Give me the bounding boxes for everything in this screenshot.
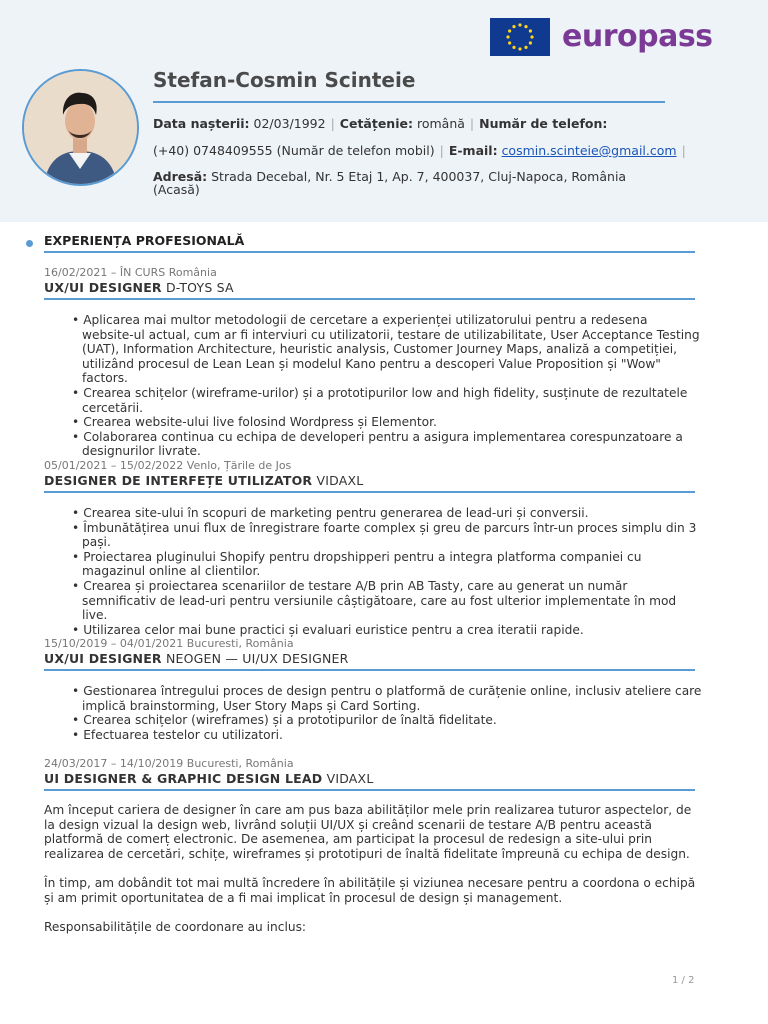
job-company: NEOGEN — UI/UX DESIGNER bbox=[165, 651, 349, 666]
page-number: 1 / 2 bbox=[672, 975, 695, 986]
list-item: • Crearea schițelor (wireframe-urilor) și a prototipurilor low and high fidelity, susținute de rezultatele cercetării. bbox=[62, 386, 702, 415]
phone-label: Număr de telefon: bbox=[479, 116, 608, 131]
contact-info-line bbox=[153, 143, 691, 158]
job-role: UI DESIGNER & GRAPHIC DESIGN LEAD bbox=[44, 771, 323, 786]
birth-value: 02/03/1992 bbox=[253, 116, 326, 131]
job-paragraph: În timp, am dobândit tot mai multă încredere în abilitățile și viziunea necesare pentru a coordona o echipă și am primit oportunitatea de a fi mai implicat în procesul de design și management. bbox=[44, 876, 696, 905]
job-company: VIDAXL bbox=[316, 473, 364, 488]
personal-info-line bbox=[153, 116, 607, 131]
section-title: EXPERIENȚA PROFESIONALĂ bbox=[44, 233, 245, 248]
job-title bbox=[44, 280, 234, 295]
job-company: VIDAXL bbox=[326, 771, 374, 786]
email-link[interactable]: cosmin.scinteie@gmail.com bbox=[501, 143, 677, 158]
list-item: • Utilizarea celor mai bune practici și evaluari euristice pentru a crea iteratii rapide. bbox=[62, 623, 702, 638]
job-meta: 24/03/2017 – 14/10/2019 Bucuresti, România bbox=[44, 757, 294, 770]
job-paragraph: Responsabilitățile de coordonare au inclus: bbox=[44, 920, 307, 934]
list-item: • Aplicarea mai multor metodologii de cercetare a experienței utilizatorului pentru a redesena website-ul actual, cum ar fi interviuri cu utilizatorii, testare de utilizabilitate, User Acceptance Testing (UAT), Information Architecture, heuristic analysis, Customer Journey Maps, analiză a competiției, utilizând procesul de Lean Lean și modelul Kano pentru a descoperi Value Proposition și "Wow" factors. bbox=[62, 313, 702, 386]
list-item: • Efectuarea testelor cu utilizatori. bbox=[62, 728, 702, 743]
list-item: • Crearea schițelor (wireframes) și a prototipurilor de înaltă fidelitate. bbox=[62, 713, 702, 728]
list-item: • Gestionarea întregului proces de design pentru o platformă de curățenie online, inclusiv ateliere care implică brainstorming, User Story Maps și Card Sorting. bbox=[62, 684, 702, 713]
citizenship-label: Cetățenie: bbox=[339, 116, 413, 131]
job-role: UX/UI DESIGNER bbox=[44, 651, 162, 666]
separator: | bbox=[330, 116, 335, 131]
list-item: • Colaborarea continua cu echipa de developeri pentru a asigura implementarea corespunzatoare a designurilor livrate. bbox=[62, 430, 702, 459]
list-item: • Crearea și proiectarea scenariilor de testare A/B prin AB Tasty, care au generat un număr semnificativ de lead-uri pentru versiunile câștigătoare, care au fost ulterior implementate în mod live. bbox=[62, 579, 702, 623]
job-title bbox=[44, 771, 373, 786]
address-type: (Acasă) bbox=[153, 182, 200, 197]
eu-flag-icon bbox=[490, 18, 550, 56]
citizenship-value: română bbox=[416, 116, 465, 131]
address-label: Adresă: bbox=[153, 169, 208, 184]
job-bullets bbox=[62, 313, 702, 459]
address-value: Strada Decebal, Nr. 5 Etaj 1, Ap. 7, 400037, Cluj-Napoca, România bbox=[211, 169, 627, 184]
job-divider bbox=[44, 298, 695, 300]
job-meta: 16/02/2021 – ÎN CURS România bbox=[44, 266, 217, 279]
job-divider bbox=[44, 789, 695, 791]
birth-label: Data nașterii: bbox=[153, 116, 250, 131]
job-bullets bbox=[62, 684, 702, 742]
email-label: E-mail: bbox=[448, 143, 498, 158]
job-divider bbox=[44, 491, 695, 493]
logo-text: europass bbox=[562, 19, 713, 54]
job-meta: 05/01/2021 – 15/02/2022 Venlo, Țările de Jos bbox=[44, 459, 292, 472]
separator: | bbox=[469, 116, 475, 131]
phone-value: (+40) 0748409555 (Număr de telefon mobil) bbox=[153, 143, 435, 158]
job-role: UX/UI DESIGNER bbox=[44, 280, 162, 295]
list-item: • Proiectarea pluginului Shopify pentru dropshipperi pentru a integra platforma companiei cu magazinul online al clientilor. bbox=[62, 550, 702, 579]
job-title bbox=[44, 473, 363, 488]
list-item: • Îmbunătățirea unui flux de înregistrare foarte complex și greu de parcurs într-un proces simplu din 3 pași. bbox=[62, 521, 702, 550]
list-item: • Crearea website-ului live folosind Wordpress și Elementor. bbox=[62, 415, 702, 430]
job-title bbox=[44, 651, 349, 666]
section-divider bbox=[44, 251, 695, 253]
job-bullets bbox=[62, 506, 702, 637]
name-divider bbox=[153, 101, 665, 103]
job-divider bbox=[44, 669, 695, 671]
job-meta: 15/10/2019 – 04/01/2021 Bucuresti, România bbox=[44, 637, 294, 650]
job-role: DESIGNER DE INTERFEȚE UTILIZATOR bbox=[44, 473, 313, 488]
section-bullet-icon bbox=[26, 240, 33, 247]
list-item: • Crearea site-ului în scopuri de marketing pentru generarea de lead-uri și conversii. bbox=[62, 506, 702, 521]
separator: | bbox=[439, 143, 444, 158]
job-company: D-TOYS SA bbox=[165, 280, 234, 295]
profile-photo bbox=[22, 69, 139, 186]
address-line bbox=[153, 169, 626, 184]
separator: | bbox=[681, 143, 686, 158]
job-paragraph: Am început cariera de designer în care am pus baza abilităților mele prin realizarea tuturor aspectelor, de la design vizual la design web, livrând soluții UI/UX și creând scenarii de testare A/B pentru această platformă de comerț electronic. De asemenea, am participat la procesul de redesign a site-ului prin realizarea de cercetări, schițe, wireframes și prototipuri de înaltă fidelitate împreună cu echipa de design. bbox=[44, 803, 692, 861]
person-name: Stefan-Cosmin Scinteie bbox=[153, 68, 416, 92]
europass-logo bbox=[490, 18, 713, 56]
